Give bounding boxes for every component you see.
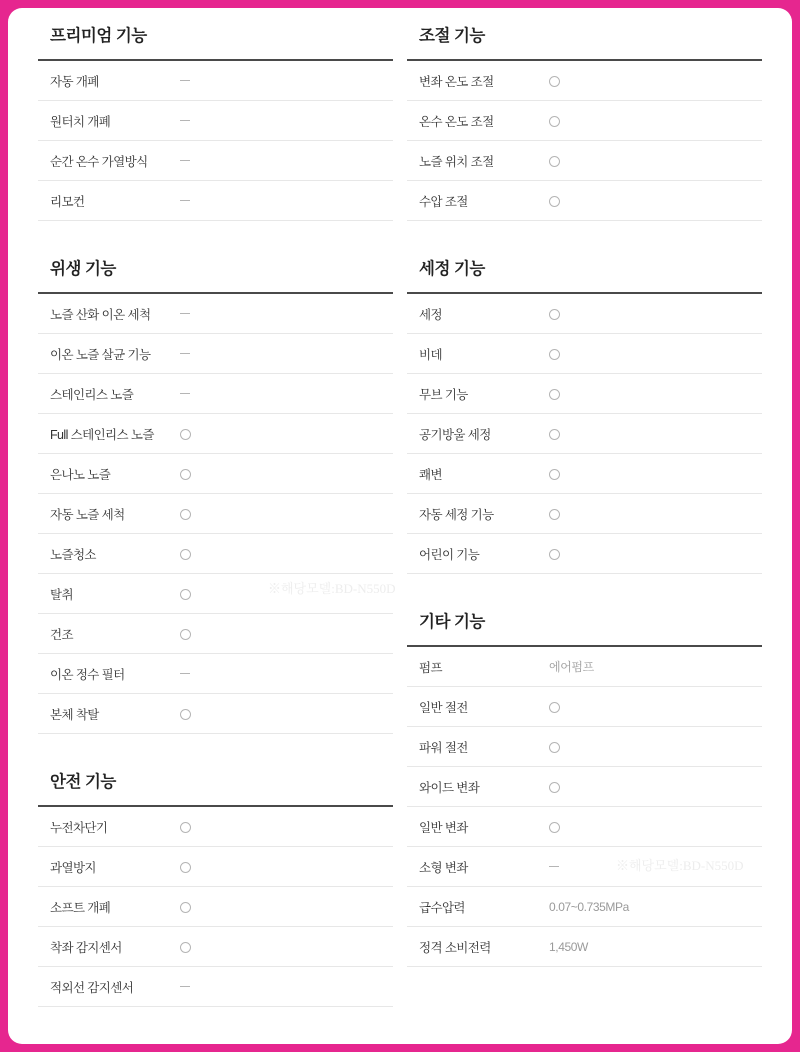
- supported-circle-icon: [178, 427, 393, 441]
- spec-row: [407, 534, 762, 574]
- supported-circle-icon: [547, 820, 762, 834]
- spec-row: [407, 687, 762, 727]
- spec-sheet-page: [8, 8, 792, 1044]
- circle-icon: [549, 156, 560, 167]
- circle-icon: [180, 822, 191, 833]
- circle-icon: [549, 822, 560, 833]
- spec-label: 세정: [419, 307, 442, 322]
- spec-section: [407, 255, 762, 574]
- circle-icon: [180, 902, 191, 913]
- spec-label: 공기방울 세정: [419, 427, 491, 442]
- circle-icon: [180, 629, 191, 640]
- spec-section: [38, 22, 393, 221]
- spec-row: [38, 454, 393, 494]
- dash-icon: [180, 353, 190, 354]
- spec-row: [407, 61, 762, 101]
- supported-circle-icon: [178, 707, 393, 721]
- dash-icon: [180, 673, 190, 674]
- supported-circle-icon: [547, 507, 762, 521]
- spec-row: [38, 334, 393, 374]
- spec-label: 와이드 변좌: [419, 780, 480, 795]
- unsupported-dash-icon: [178, 347, 393, 361]
- supported-circle-icon: [547, 347, 762, 361]
- spec-row: [38, 574, 393, 614]
- supported-circle-icon: [547, 307, 762, 321]
- spec-row: [407, 647, 762, 687]
- unsupported-dash-icon: [178, 154, 393, 168]
- spec-section: [407, 608, 762, 967]
- spec-row: [407, 141, 762, 181]
- spec-row: [38, 61, 393, 101]
- supported-circle-icon: [547, 387, 762, 401]
- dash-icon: [180, 80, 190, 81]
- unsupported-dash-icon: [178, 74, 393, 88]
- circle-icon: [180, 469, 191, 480]
- supported-circle-icon: [547, 467, 762, 481]
- supported-circle-icon: [178, 627, 393, 641]
- circle-icon: [180, 862, 191, 873]
- supported-circle-icon: [547, 427, 762, 441]
- circle-icon: [549, 782, 560, 793]
- spec-row: [38, 414, 393, 454]
- supported-circle-icon: [547, 194, 762, 208]
- spec-row: [38, 141, 393, 181]
- spec-row: [407, 767, 762, 807]
- spec-label: 온수 온도 조절: [419, 114, 494, 129]
- supported-circle-icon: [178, 820, 393, 834]
- spec-row: [38, 927, 393, 967]
- spec-label: 소형 변좌: [419, 860, 468, 875]
- spec-label: 이온 정수 필터: [50, 667, 125, 682]
- unsupported-dash-icon: [178, 387, 393, 401]
- spec-row: [407, 101, 762, 141]
- supported-circle-icon: [547, 114, 762, 128]
- dash-icon: [180, 160, 190, 161]
- unsupported-dash-icon: [178, 114, 393, 128]
- spec-row: [407, 727, 762, 767]
- circle-icon: [549, 76, 560, 87]
- supported-circle-icon: [178, 860, 393, 874]
- spec-label: 급수압력: [419, 900, 465, 915]
- spec-label: 원터치 개폐: [50, 114, 111, 129]
- supported-circle-icon: [178, 507, 393, 521]
- spec-row: [38, 374, 393, 414]
- section-title: 안전 기능: [38, 768, 393, 807]
- spec-row: [407, 927, 762, 967]
- circle-icon: [549, 549, 560, 560]
- circle-icon: [549, 389, 560, 400]
- unsupported-dash-icon: [178, 667, 393, 681]
- spec-label: 스테인리스 노즐: [50, 387, 134, 402]
- spec-label: 순간 온수 가열방식: [50, 154, 148, 169]
- spec-row: [407, 847, 762, 887]
- circle-icon: [549, 702, 560, 713]
- spec-label: 일반 절전: [419, 700, 468, 715]
- dash-icon: [180, 986, 190, 987]
- section-title: 위생 기능: [38, 255, 393, 294]
- spec-label: 은나노 노즐: [50, 467, 111, 482]
- spec-row: [38, 294, 393, 334]
- spec-label: 일반 변좌: [419, 820, 468, 835]
- dash-icon: [549, 866, 559, 867]
- dash-icon: [180, 120, 190, 121]
- circle-icon: [549, 309, 560, 320]
- section-title: 기타 기능: [407, 608, 762, 647]
- unsupported-dash-icon: [178, 307, 393, 321]
- spec-label: 파워 절전: [419, 740, 468, 755]
- spec-label: 비데: [419, 347, 442, 362]
- supported-circle-icon: [178, 940, 393, 954]
- circle-icon: [549, 469, 560, 480]
- circle-icon: [180, 549, 191, 560]
- section-title: 프리미엄 기능: [38, 22, 393, 61]
- dash-icon: [180, 200, 190, 201]
- circle-icon: [180, 942, 191, 953]
- unsupported-dash-icon: [547, 860, 762, 874]
- spec-label: 노즐청소: [50, 547, 96, 562]
- spec-row: [38, 614, 393, 654]
- supported-circle-icon: [178, 467, 393, 481]
- circle-icon: [549, 429, 560, 440]
- spec-row: [407, 887, 762, 927]
- spec-label: 노즐 산화 이온 세척: [50, 307, 151, 322]
- spec-label: 자동 세정 기능: [419, 507, 494, 522]
- spec-row: [407, 454, 762, 494]
- spec-row: [407, 807, 762, 847]
- supported-circle-icon: [178, 587, 393, 601]
- supported-circle-icon: [547, 74, 762, 88]
- spec-label: 건조: [50, 627, 73, 642]
- spec-row: [38, 654, 393, 694]
- circle-icon: [180, 509, 191, 520]
- watermark-model-left: ※해당모델:BD-N550D: [268, 581, 396, 596]
- spec-label: 노즐 위치 조절: [419, 154, 494, 169]
- spec-label: 착좌 감지센서: [50, 940, 122, 955]
- circle-icon: [549, 116, 560, 127]
- spec-label: 펌프: [419, 660, 442, 675]
- spec-row: [407, 494, 762, 534]
- spec-label: 리모컨: [50, 194, 85, 209]
- unsupported-dash-icon: [178, 980, 393, 994]
- spec-label: 수압 조절: [419, 194, 468, 209]
- spec-label: Full 스테인리스 노즐: [50, 427, 154, 442]
- spec-label: 변좌 온도 조절: [419, 74, 494, 89]
- spec-label: 본체 착탈: [50, 707, 99, 722]
- spec-row: [407, 374, 762, 414]
- watermark-model-right: ※해당모델:BD-N550D: [616, 858, 744, 873]
- spec-value: 1,450W: [549, 939, 588, 954]
- spec-label: 무브 기능: [419, 387, 468, 402]
- spec-row: [38, 534, 393, 574]
- spec-section: [38, 768, 393, 1007]
- spec-label: 어린이 기능: [419, 547, 480, 562]
- spec-row: [38, 847, 393, 887]
- spec-section: [38, 255, 393, 734]
- supported-circle-icon: [178, 547, 393, 561]
- circle-icon: [549, 509, 560, 520]
- spec-label: 소프트 개폐: [50, 900, 111, 915]
- spec-label: 정격 소비전력: [419, 940, 491, 955]
- spec-value: 에어펌프: [549, 660, 594, 674]
- dash-icon: [180, 393, 190, 394]
- spec-label: 탈취: [50, 587, 73, 602]
- supported-circle-icon: [178, 900, 393, 914]
- circle-icon: [180, 429, 191, 440]
- spec-row: [407, 414, 762, 454]
- spec-label: 자동 개폐: [50, 74, 99, 89]
- right-column: [407, 22, 762, 1041]
- supported-circle-icon: [547, 780, 762, 794]
- spec-label: 쾌변: [419, 467, 442, 482]
- spec-row: [38, 101, 393, 141]
- unsupported-dash-icon: [178, 194, 393, 208]
- circle-icon: [180, 589, 191, 600]
- spec-row: [38, 494, 393, 534]
- spec-label: 과열방지: [50, 860, 96, 875]
- spec-section: [407, 22, 762, 221]
- supported-circle-icon: [547, 154, 762, 168]
- spec-row: [38, 181, 393, 221]
- spec-row: [38, 807, 393, 847]
- spec-columns: [8, 8, 792, 1041]
- dash-icon: [180, 313, 190, 314]
- spec-value: 0.07~0.735MPa: [549, 899, 629, 914]
- circle-icon: [180, 709, 191, 720]
- supported-circle-icon: [547, 547, 762, 561]
- spec-label: 자동 노즐 세척: [50, 507, 125, 522]
- spec-label: 누전차단기: [50, 820, 108, 835]
- supported-circle-icon: [547, 740, 762, 754]
- spec-row: [38, 887, 393, 927]
- left-column: [38, 22, 393, 1041]
- spec-row: [38, 967, 393, 1007]
- section-title: 세정 기능: [407, 255, 762, 294]
- spec-row: [407, 294, 762, 334]
- spec-row: [38, 694, 393, 734]
- supported-circle-icon: [547, 700, 762, 714]
- circle-icon: [549, 742, 560, 753]
- circle-icon: [549, 349, 560, 360]
- spec-label: 적외선 감지센서: [50, 980, 134, 995]
- spec-label: 이온 노즐 살균 기능: [50, 347, 151, 362]
- spec-row: [407, 181, 762, 221]
- circle-icon: [549, 196, 560, 207]
- section-title: 조절 기능: [407, 22, 762, 61]
- spec-row: [407, 334, 762, 374]
